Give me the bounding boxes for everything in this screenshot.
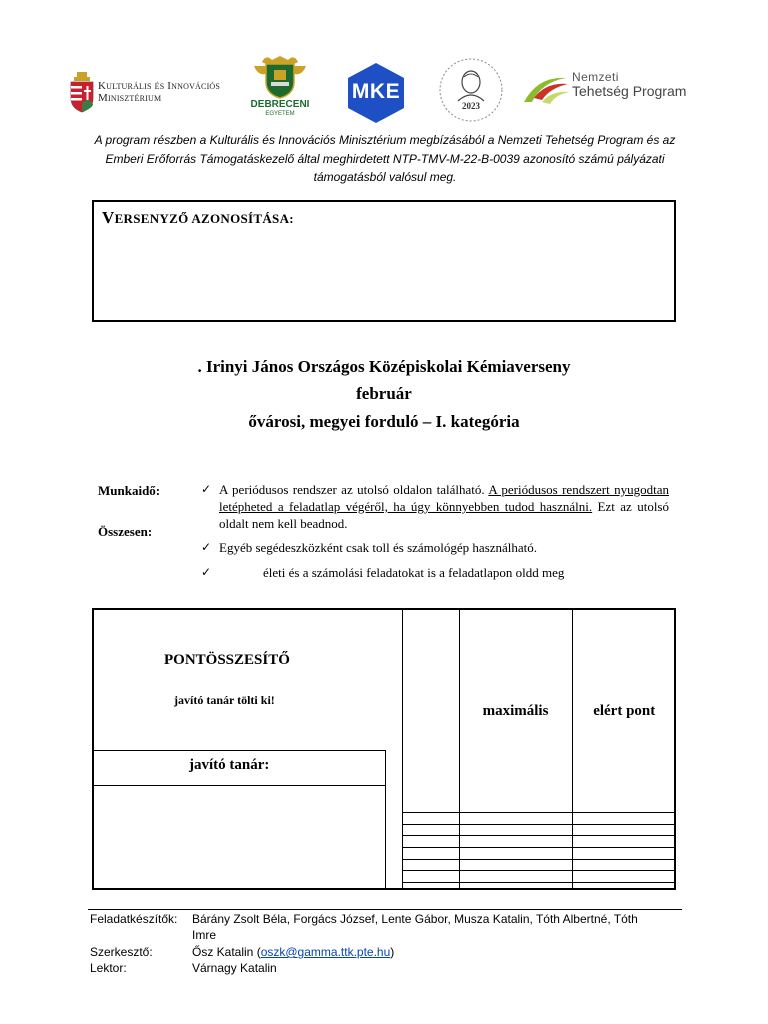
rule1-tail: Ezt az utolsó oldalt nem kell beadnod. xyxy=(219,499,669,531)
editor-value xyxy=(192,945,662,961)
score-summary-note: javító tanár tölti ki! xyxy=(174,693,275,707)
table-row xyxy=(403,871,676,883)
competition-title: . Irinyi János Országos Középiskolai Kémiaverseny xyxy=(197,357,571,376)
table-cell xyxy=(403,882,459,888)
university-crest-icon xyxy=(246,52,314,100)
checkmark-icon: ✓ xyxy=(201,565,212,579)
editor-label: Szerkesztő: xyxy=(90,945,153,959)
authors-label: Feladatkészítők: xyxy=(90,912,178,926)
irinyi-portrait-icon xyxy=(436,57,506,123)
competition-round: ővárosi, megyei forduló – I. kategória xyxy=(248,412,520,431)
reviewer-label: Lektor: xyxy=(90,961,127,975)
checkmark-icon: ✓ xyxy=(201,540,212,554)
ntp-line1: Nemzeti xyxy=(572,70,619,84)
table-header-row xyxy=(403,610,676,813)
score-input-cell[interactable] xyxy=(572,882,676,888)
table-row xyxy=(403,847,676,859)
table-row xyxy=(403,824,676,836)
editor-email-link[interactable]: oszk@gamma.ttk.pte.hu xyxy=(260,945,391,959)
table-cell xyxy=(403,824,459,836)
table-cell xyxy=(459,824,572,836)
table-cell xyxy=(403,859,459,871)
authors-value: Bárány Zsolt Béla, Forgács József, Lente Gábor, Musza Katalin, Tóth Albertné, Tóth Imre xyxy=(192,912,638,942)
teacher-label: javító tanár: xyxy=(189,757,270,773)
ntp-logo xyxy=(520,68,696,108)
university-sub: EGYETEM xyxy=(265,111,295,117)
teacher-box[interactable] xyxy=(94,750,386,890)
funding-note: A program részben a Kulturális és Innovációs Minisztérium megbízásából a Nemzeti Tehetség Program és az Emberi Erőforrás Támogatáskezelő által meghirdetett NTP-TMV-M-22-B-0039 azonosító számú pályázati támogatásból valósul meg. xyxy=(94,133,676,184)
editor-close: ) xyxy=(390,945,395,959)
worktime-label: Munkaidő: xyxy=(98,483,161,498)
table-cell xyxy=(403,813,459,825)
table-row xyxy=(403,859,676,871)
table-cell xyxy=(403,610,459,813)
score-summary-title: PONTÖSSZESÍTŐ xyxy=(164,652,290,668)
ministry-logo xyxy=(68,72,238,114)
table-row xyxy=(403,882,676,888)
mke-text: MKE xyxy=(351,80,401,103)
contestant-id-box[interactable] xyxy=(92,200,676,322)
title-initial: V xyxy=(102,208,115,227)
score-input-cell[interactable] xyxy=(572,871,676,883)
mke-logo xyxy=(344,62,408,124)
table-cell xyxy=(403,836,459,848)
editor-name: Ősz Katalin ( xyxy=(192,945,261,959)
table-row xyxy=(403,836,676,848)
score-input-cell[interactable] xyxy=(572,813,676,825)
contestant-id-title xyxy=(102,208,294,228)
score-input-cell[interactable] xyxy=(572,847,676,859)
rule-tools: Egyéb segédeszközként csak toll és számológép használható. xyxy=(219,540,538,555)
rule-answers: életi és a számolási feladatokat is a feladatlapon oldd meg xyxy=(263,565,565,580)
reviewer-value: Várnagy Katalin xyxy=(192,961,277,975)
table-cell xyxy=(459,871,572,883)
table-cell xyxy=(459,813,572,825)
column-header-achieved: elért pont xyxy=(572,610,676,813)
table-cell xyxy=(459,859,572,871)
ntp-swoosh-icon xyxy=(520,68,572,108)
university-logo xyxy=(246,52,314,124)
rule1-underlined: A periódusos rendszert nyugodtan letépheted a feladatlap végéről, ha úgy könnyebben tudod használni. xyxy=(219,482,669,514)
teacher-divider xyxy=(94,785,385,786)
footer-divider xyxy=(88,909,682,910)
ministry-name-line1: Kulturális és Innovációs xyxy=(98,80,221,92)
hungarian-crest-icon xyxy=(68,72,96,114)
table-cell xyxy=(459,836,572,848)
score-input-cell[interactable] xyxy=(572,824,676,836)
table-row xyxy=(403,813,676,825)
rule-periodic-table xyxy=(219,481,669,532)
table-cell xyxy=(459,882,572,888)
rule1-plain: A periódusos rendszer az utolsó oldalon található. xyxy=(219,482,489,497)
total-label: Összesen: xyxy=(98,524,153,539)
score-input-cell[interactable] xyxy=(572,859,676,871)
university-name: DEBRECENI xyxy=(250,99,310,110)
irinyi-logo xyxy=(436,57,506,123)
table-cell xyxy=(459,847,572,859)
column-header-max: maximális xyxy=(459,610,572,813)
checkmark-icon: ✓ xyxy=(201,482,212,496)
score-summary-box xyxy=(92,608,676,890)
ministry-name-line2: Minisztérium xyxy=(98,92,162,104)
table-cell xyxy=(403,871,459,883)
score-input-cell[interactable] xyxy=(572,836,676,848)
score-grid xyxy=(402,610,676,888)
ntp-line2: Tehetség Program xyxy=(572,83,687,99)
competition-date: február xyxy=(356,384,412,403)
irinyi-year: 2023 xyxy=(462,101,480,111)
table-cell xyxy=(403,847,459,859)
title-rest: ERSENYZŐ AZONOSÍTÁSA: xyxy=(114,211,294,226)
